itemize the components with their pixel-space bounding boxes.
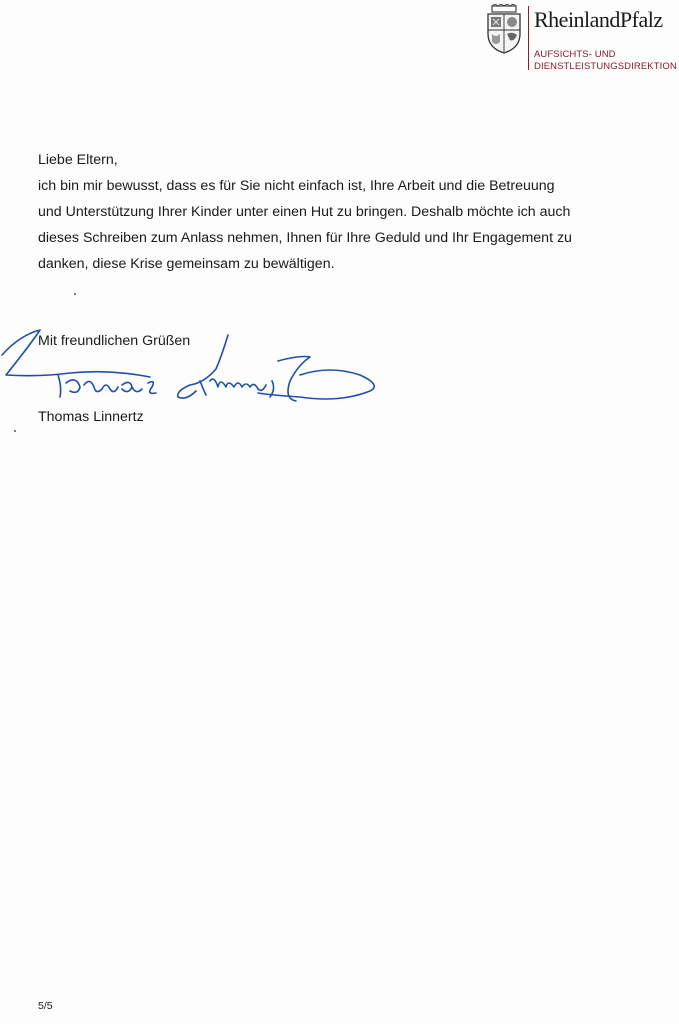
body-line-4: danken, diese Krise gemeinsam zu bewältigen. bbox=[38, 256, 335, 272]
coat-of-arms-icon bbox=[484, 4, 524, 54]
signer-name: Thomas Linnertz bbox=[38, 409, 144, 425]
scan-speck bbox=[14, 430, 16, 432]
body-line-2: und Unterstützung Ihrer Kinder unter einen Hut zu bringen. Deshalb möchte ich auch bbox=[38, 204, 571, 220]
body-line-3: dieses Schreiben zum Anlass nehmen, Ihnen für Ihre Geduld und Ihr Engagement zu bbox=[38, 230, 572, 246]
rheinland-pfalz-logo bbox=[484, 4, 679, 74]
logo-subline-2: DIENSTLEISTUNGSDIREKTION bbox=[534, 61, 677, 72]
logo-wordmark: RheinlandPfalz bbox=[534, 7, 663, 32]
salutation: Liebe Eltern, bbox=[38, 152, 118, 168]
page-number: 5/5 bbox=[38, 1000, 53, 1012]
scan-speck bbox=[74, 293, 76, 295]
letter-body bbox=[38, 147, 638, 277]
closing-phrase: Mit freundlichen Grüßen bbox=[38, 333, 191, 349]
logo-subline-1: AUFSICHTS- UND bbox=[534, 49, 616, 60]
body-line-1: ich bin mir bewusst, dass es für Sie nicht einfach ist, Ihre Arbeit und die Betreuung bbox=[38, 178, 555, 194]
logo-divider bbox=[528, 6, 529, 70]
